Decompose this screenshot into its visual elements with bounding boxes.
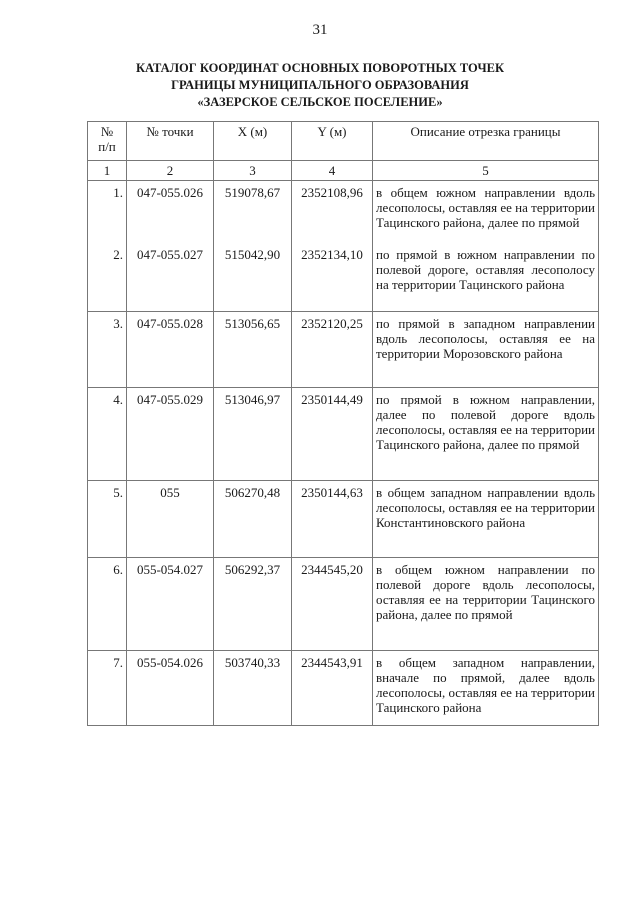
- table-row: [88, 388, 599, 481]
- table-row: [88, 651, 599, 726]
- y-coordinate: 2352108,96: [292, 181, 373, 244]
- header-num-label: п/п: [98, 139, 116, 154]
- segment-description: по прямой в южном направлении по полевой дороге, оставляя лесополосу на территории Тацинского района: [373, 243, 599, 312]
- page-number: 31: [312, 22, 328, 38]
- table-header-row: [88, 122, 599, 161]
- table-row: [88, 243, 599, 312]
- row-number: 1.: [88, 181, 127, 244]
- document-title: [0, 60, 640, 111]
- segment-description: по прямой в западном направлении вдоль лесополосы, оставляя ее на территории Морозовского района: [373, 312, 599, 388]
- x-coordinate: 513056,65: [214, 312, 292, 388]
- title-line-3: «ЗАЗЕРСКОЕ СЕЛЬСКОЕ ПОСЕЛЕНИЕ»: [197, 95, 443, 109]
- point-id: 047-055.027: [127, 243, 214, 312]
- title-line-2: ГРАНИЦЫ МУНИЦИПАЛЬНОГО ОБРАЗОВАНИЯ: [171, 78, 469, 92]
- row-number: 7.: [88, 651, 127, 726]
- title-line-1: КАТАЛОГ КООРДИНАТ ОСНОВНЫХ ПОВОРОТНЫХ ТОЧЕК: [135, 61, 505, 75]
- segment-description: в общем южном направлении по полевой дороге вдоль лесополосы, оставляя ее на территории Тацинского района, далее по прямой: [373, 558, 599, 651]
- x-coordinate: 513046,97: [214, 388, 292, 481]
- point-id: 055-054.027: [127, 558, 214, 651]
- y-coordinate: 2350144,63: [292, 481, 373, 558]
- column-number: 1: [88, 161, 127, 181]
- point-id: 055-054.026: [127, 651, 214, 726]
- segment-description: по прямой в южном направлении, далее по полевой дороге вдоль лесополосы, оставляя ее на территории Тацинского района, далее по прямой: [373, 388, 599, 481]
- column-number: 2: [127, 161, 214, 181]
- x-coordinate: 503740,33: [214, 651, 292, 726]
- point-id: 047-055.028: [127, 312, 214, 388]
- segment-description: в общем западном направлении, вначале по прямой, далее вдоль лесополосы, оставляя ее на территории Тацинского района: [373, 651, 599, 726]
- y-coordinate: 2344543,91: [292, 651, 373, 726]
- x-coordinate: 515042,90: [214, 243, 292, 312]
- segment-description: в общем западном направлении вдоль лесополосы, оставляя ее на территории Константиновского района: [373, 481, 599, 558]
- header-num-symbol: №: [100, 124, 114, 139]
- header-x: X (м): [214, 122, 292, 161]
- coordinates-table: [87, 121, 599, 726]
- segment-description: в общем южном направлении вдоль лесополосы, оставляя ее на территории Тацинского района, далее по прямой: [373, 181, 599, 244]
- table-row: [88, 558, 599, 651]
- x-coordinate: 506270,48: [214, 481, 292, 558]
- y-coordinate: 2350144,49: [292, 388, 373, 481]
- header-description: Описание отрезка границы: [373, 122, 599, 161]
- y-coordinate: 2352134,10: [292, 243, 373, 312]
- row-number: 3.: [88, 312, 127, 388]
- column-number-row: [88, 161, 599, 181]
- row-number: 2.: [88, 243, 127, 312]
- header-y: Y (м): [292, 122, 373, 161]
- table-row: [88, 312, 599, 388]
- x-coordinate: 506292,37: [214, 558, 292, 651]
- row-number: 4.: [88, 388, 127, 481]
- column-number: 3: [214, 161, 292, 181]
- y-coordinate: 2344545,20: [292, 558, 373, 651]
- row-number: 5.: [88, 481, 127, 558]
- header-point: № точки: [127, 122, 214, 161]
- table-row: [88, 181, 599, 244]
- header-num: [88, 122, 127, 161]
- table-row: [88, 481, 599, 558]
- point-id: 047-055.026: [127, 181, 214, 244]
- point-id: 055: [127, 481, 214, 558]
- column-number: 5: [373, 161, 599, 181]
- row-number: 6.: [88, 558, 127, 651]
- column-number: 4: [292, 161, 373, 181]
- point-id: 047-055.029: [127, 388, 214, 481]
- x-coordinate: 519078,67: [214, 181, 292, 244]
- y-coordinate: 2352120,25: [292, 312, 373, 388]
